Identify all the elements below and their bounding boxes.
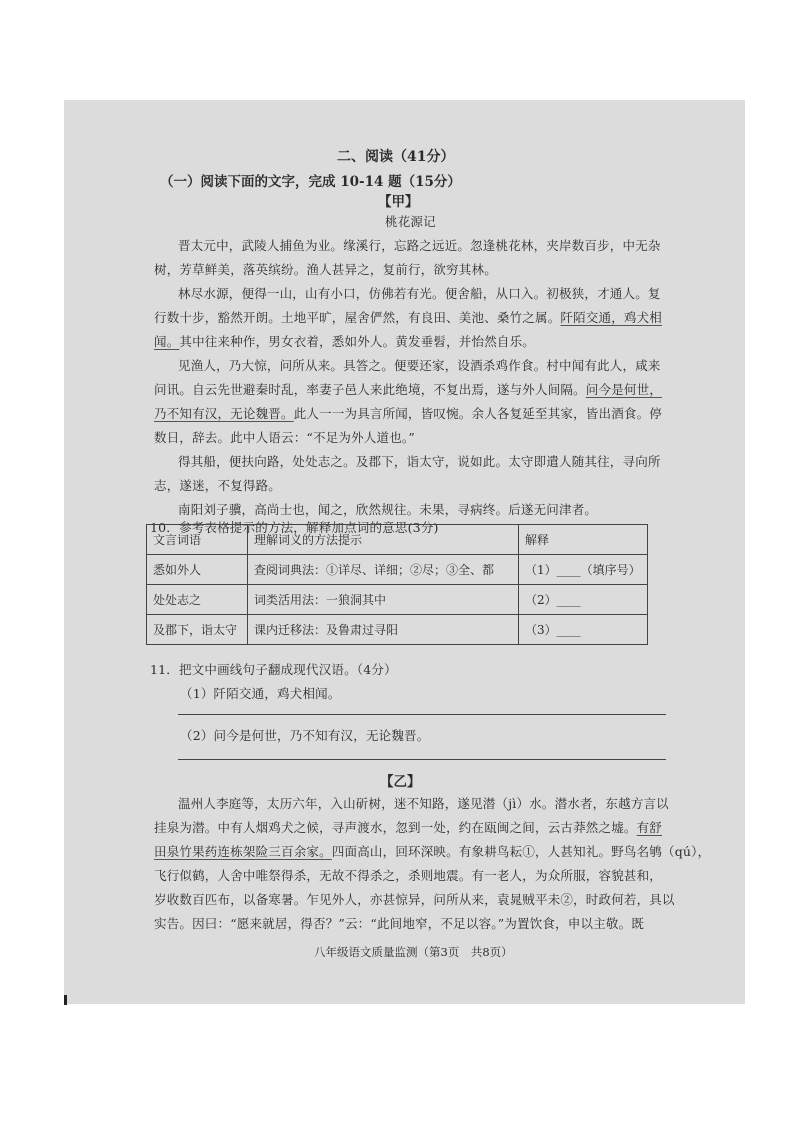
table-cell: 课内迁移法：及鲁肃过寻阳 xyxy=(248,615,519,645)
answer-line-2[interactable] xyxy=(178,759,666,760)
jia-line: 问讯。自云先世避秦时乱，率妻子邑人来此绝境，不复出焉，遂与外人间隔。问今是何世， xyxy=(154,382,663,397)
table-cell: 查阅词典法：①详尽、详细；②尽；③全、都 xyxy=(248,555,519,585)
answer-blank-2[interactable]: （2）____ xyxy=(519,585,648,615)
q11-item-1: （1）阡陌交通，鸡犬相闻。 xyxy=(180,686,341,701)
jia-line: 南阳刘子骥，高尚士也，闻之，欣然规往。未果，寻病终。后遂无问津者。 xyxy=(178,502,598,517)
underlined-sentence-2: 问今是何世， xyxy=(585,382,663,397)
table-header: 解释 xyxy=(519,525,648,555)
table-cell: 及郡下，诣太守 xyxy=(147,615,248,645)
jia-line: 志，遂迷，不复得路。 xyxy=(154,478,282,493)
yi-line: 飞行似鹤，人舍中唯祭得杀，无故不得杀之，杀则地震。有一老人，为众所服，容貌甚和， xyxy=(154,868,663,883)
answer-blank-3[interactable]: （3）____ xyxy=(519,615,648,645)
jia-line: 晋太元中，武陵人捕鱼为业。缘溪行，忘路之远近。忽逢桃花林，夹岸数百步，中无杂 xyxy=(178,238,661,253)
table-cell: 词类活用法：一狼洞其中 xyxy=(248,585,519,615)
underlined-sentence-3: 有舒 xyxy=(636,820,663,835)
q10-prompt: 10．参考表格提示的方法，解释加点词的意思(3分) xyxy=(150,520,439,535)
underlined-sentence-1-end: 闻。 xyxy=(154,334,180,349)
table-row xyxy=(147,555,648,585)
q11-item-2: （2）问今是何世，乃不知有汉，无论魏晋。 xyxy=(180,728,430,743)
underlined-sentence-2-end: 乃不知有汉，无论魏晋。 xyxy=(154,406,294,421)
jia-line: 得其船，便扶向路，处处志之。及郡下，诣太守，说如此。太守即遣人随其往，寻向所 xyxy=(178,454,661,469)
jia-line: 林尽水源，便得一山，山有小口，仿佛若有光。便舍船，从口入。初极狭，才通人。复 xyxy=(178,286,661,301)
q11-prompt: 11．把文中画线句子翻成现代汉语。（4分） xyxy=(150,662,397,677)
passage-title: 桃花源记 xyxy=(385,214,436,229)
yi-line: 田泉竹果药连栋架险三百余家。四面高山，回环深映。有象耕鸟耘①，人甚知礼。野鸟名鸲（qú）， xyxy=(154,844,711,859)
answer-blank-1[interactable]: （1）____（填序号） xyxy=(519,555,648,585)
yi-line: 温州人李庭等，太历六年，入山斫树，迷不知路，遂见潜（jì）水。潜水者，东越方言以 xyxy=(178,796,669,811)
underlined-sentence-1: 阡陌交通，鸡犬相 xyxy=(560,310,663,325)
section-title: 二、阅读（41分） xyxy=(337,149,455,165)
table-row xyxy=(147,585,648,615)
jia-line: 闻。其中往来种作，男女衣着，悉如外人。黄发垂髫，并怡然自乐。 xyxy=(154,334,536,349)
underlined-sentence-3-end: 田泉竹果药连栋架险三百余家。 xyxy=(154,844,332,859)
yi-line: 挂泉为潜。中有人烟鸡犬之候，寻声渡水，忽到一处，约在瓯闽之间，云古莽然之墟。有舒 xyxy=(154,820,663,835)
table-header-row xyxy=(147,525,648,555)
yi-label: 【乙】 xyxy=(380,774,421,790)
jia-line: 行数十步，豁然开朗。土地平旷，屋舍俨然，有良田、美池、桑竹之属。阡陌交通，鸡犬相 xyxy=(154,310,663,325)
jia-label: 【甲】 xyxy=(378,194,419,210)
table-header: 理解词义的方法提示 xyxy=(248,525,519,555)
jia-line: 数日，辞去。此中人语云：“不足为外人道也。” xyxy=(154,430,415,445)
scan-edge-mark xyxy=(64,995,67,1005)
yi-line: 岁收数百匹布，以备寒暑。乍见外人，亦甚惊异，问所从来，袁晁贼平未②，时政何若，具以 xyxy=(154,892,675,907)
jia-line: 树，芳草鲜美，落英缤纷。渔人甚异之，复前行，欲穷其林。 xyxy=(154,262,497,277)
table-row xyxy=(147,615,648,645)
table-cell: 悉如外人 xyxy=(147,555,248,585)
page-footer: 八年级语文质量监测（第3页 共8页） xyxy=(314,945,513,959)
yi-line: 实告。因曰：“愿来就居，得否？”云：“此间地窄，不足以容。”为置饮食，申以主敬。既 xyxy=(154,916,645,931)
table-cell: 处处志之 xyxy=(147,585,248,615)
part1-heading: （一）阅读下面的文字，完成 10-14 题（15分） xyxy=(160,174,461,190)
jia-line: 乃不知有汉，无论魏晋。此人一一为具言所闻，皆叹惋。余人各复延至其家，皆出酒食。停 xyxy=(154,406,663,421)
answer-line-1[interactable] xyxy=(178,714,666,715)
jia-line: 见渔人，乃大惊，问所从来。具答之。便要还家，设酒杀鸡作食。村中闻有此人，咸来 xyxy=(178,358,661,373)
table-header: 文言词语 xyxy=(147,525,248,555)
q10-table xyxy=(146,524,648,645)
